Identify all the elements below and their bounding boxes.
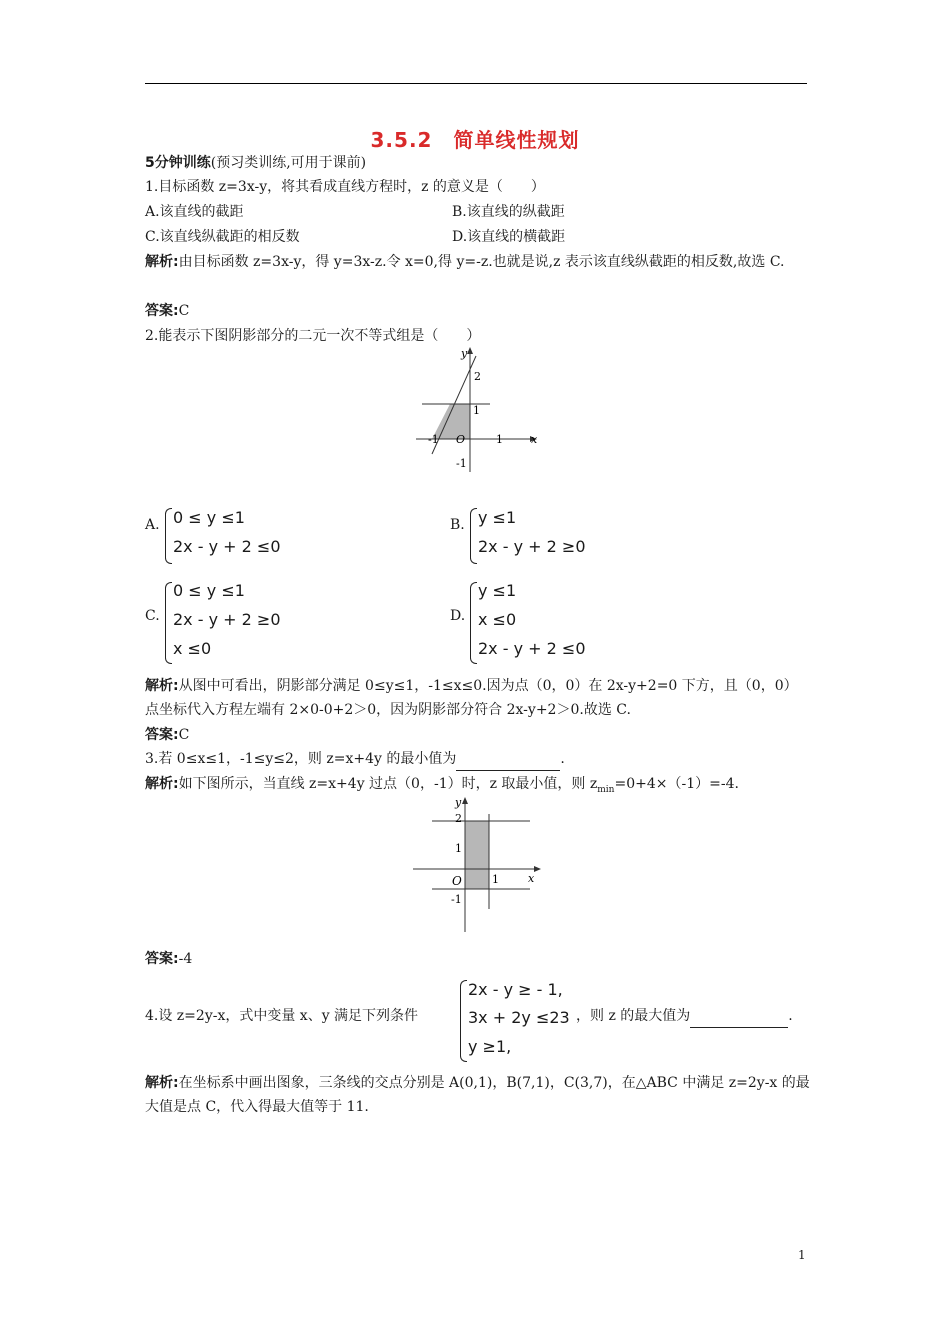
page-number: 1 <box>798 1248 806 1262</box>
q2-option-c-row1: 0 ≤ y ≤1 <box>173 581 245 600</box>
q1-answer <box>145 300 189 322</box>
q4-stem-post-wrap <box>576 1005 793 1028</box>
subtitle-rest: (预习类训练,可用于课前) <box>210 155 367 171</box>
q3-analysis-pre: 如下图所示，当直线 z=x+4y 过点（0，-1）时，z 取最小值，则 z <box>178 776 598 792</box>
q1-option-b: B.该直线的纵截距 <box>452 204 565 220</box>
q2-option-b-row2: 2x - y + 2 ≥0 <box>478 537 586 556</box>
q2-option-c-label: C. <box>145 608 160 624</box>
q3-answer-value: -4 <box>178 951 193 967</box>
q2-option-c-row2: 2x - y + 2 ≥0 <box>173 610 281 629</box>
q2-stem: 2.能表示下图阴影部分的二元一次不等式组是（ ） <box>145 328 481 344</box>
q2-option-d-brace <box>470 582 477 664</box>
q2-answer-label: 答案: <box>145 727 179 743</box>
q2-analysis-label: 解析: <box>145 678 179 694</box>
q2-option-c-brace <box>165 582 172 664</box>
q3-x-label: x <box>528 872 535 885</box>
q4-row3: y ≥1, <box>468 1037 512 1056</box>
q2-answer <box>145 724 189 746</box>
q3-answer-label: 答案: <box>145 951 179 967</box>
q2-y-arrow <box>467 347 473 354</box>
q4-row2: 3x + 2y ≤23 <box>468 1008 570 1027</box>
q2-option-c-row3: x ≤0 <box>173 639 212 658</box>
q2-graph <box>410 344 540 474</box>
q3-analysis-sub: min <box>597 784 615 795</box>
q3-y-arrow <box>462 797 468 804</box>
q2-option-b-row1: y ≤1 <box>478 508 517 527</box>
subtitle <box>145 152 366 174</box>
header-rule <box>145 83 807 84</box>
q2-analysis <box>145 674 810 722</box>
q3-stem-end: . <box>560 751 565 767</box>
q2-origin: O <box>456 433 466 446</box>
q2-tick-neg1: -1 <box>428 433 439 446</box>
q2-option-a-label: A. <box>145 517 160 533</box>
q2-y-label: y <box>461 347 468 360</box>
q1-option-c: C.该直线纵截距的相反数 <box>145 229 300 245</box>
q3-blank <box>456 748 560 771</box>
q3-stem-text: 3.若 0≤x≤1，-1≤y≤2，则 z=x+4y 的最小值为 <box>145 751 457 767</box>
q4-analysis-text: 在坐标系中画出图象，三条线的交点分别是 A(0,1)，B(7,1)，C(3,7)，在△ABC 中满足 z=2y-x 的最大值是点 C，代入得最大值等于 11. <box>145 1075 810 1115</box>
q3-tick-x1: 1 <box>492 873 499 886</box>
q4-blank <box>690 1005 788 1028</box>
q2-tick-2: 2 <box>474 370 481 383</box>
q2-analysis-text: 从图中可看出，阴影部分满足 0≤y≤1，-1≤x≤0.因为点（0，0）在 2x-y+2=0 下方，且（0，0）点坐标代入方程左端有 2×0-0+2＞0，因为阴影部分符合 2x-y+2＞0.故选 C. <box>145 678 798 718</box>
q2-option-d-label: D. <box>450 608 466 624</box>
q1-stem: 1.目标函数 z=3x-y，将其看成直线方程时，z 的意义是（ ） <box>145 179 545 195</box>
q3-tick-2: 2 <box>455 812 462 825</box>
q4-stem-pre: 4.设 z=2y-x，式中变量 x、y 满足下列条件 <box>145 1008 419 1024</box>
q1-answer-value: C <box>178 303 190 319</box>
q2-option-d-row1: y ≤1 <box>478 581 517 600</box>
q1-answer-label: 答案: <box>145 303 179 319</box>
subtitle-bold: 5分钟训练 <box>145 155 211 171</box>
q1-analysis-text: 由目标函数 z=3x-y，得 y=3x-z.令 x=0,得 y=-z.也就是说,z 表示该直线纵截距的相反数,故选 C. <box>178 254 785 270</box>
q2-x-label: x <box>531 433 538 446</box>
q3-answer <box>145 948 192 970</box>
section-title: 3.5.2 简单线性规划 <box>370 128 580 152</box>
q2-option-a-row2: 2x - y + 2 ≤0 <box>173 537 281 556</box>
q2-tick-1: 1 <box>473 404 480 417</box>
q1-analysis-label: 解析: <box>145 254 179 270</box>
q4-brace <box>460 980 467 1062</box>
q3-graph <box>410 794 545 934</box>
q2-option-d-row2: x ≤0 <box>478 610 517 629</box>
q4-row1: 2x - y ≥ - 1, <box>468 980 563 999</box>
q3-tick-neg1: -1 <box>451 893 462 906</box>
q2-option-b-label: B. <box>450 517 465 533</box>
q4-analysis <box>145 1071 810 1119</box>
q2-tick-x1: 1 <box>496 433 503 446</box>
q3-analysis-label: 解析: <box>145 776 179 792</box>
q3-tick-1: 1 <box>455 842 462 855</box>
q2-answer-value: C <box>178 727 190 743</box>
q1-option-d: D.该直线的横截距 <box>452 229 566 245</box>
q2-option-d-row3: 2x - y + 2 ≤0 <box>478 639 586 658</box>
q1-option-a: A.该直线的截距 <box>145 204 244 220</box>
q2-tick-y-neg1: -1 <box>456 457 467 470</box>
q1-analysis <box>145 250 810 274</box>
q3-stem <box>145 748 565 771</box>
q2-option-a-brace <box>165 508 172 564</box>
q4-stem-post: ，则 z 的最大值为 <box>576 1008 691 1024</box>
q4-stem-end: . <box>788 1008 793 1024</box>
q2-option-b-brace <box>470 508 477 564</box>
q2-option-a-row1: 0 ≤ y ≤1 <box>173 508 245 527</box>
q3-analysis-post: =0+4×（-1）=-4. <box>614 776 739 792</box>
q4-analysis-label: 解析: <box>145 1075 179 1091</box>
q3-y-label: y <box>455 796 462 809</box>
q3-x-arrow <box>534 866 541 872</box>
q3-origin: O <box>452 874 462 888</box>
q3-shaded-region <box>465 821 489 889</box>
